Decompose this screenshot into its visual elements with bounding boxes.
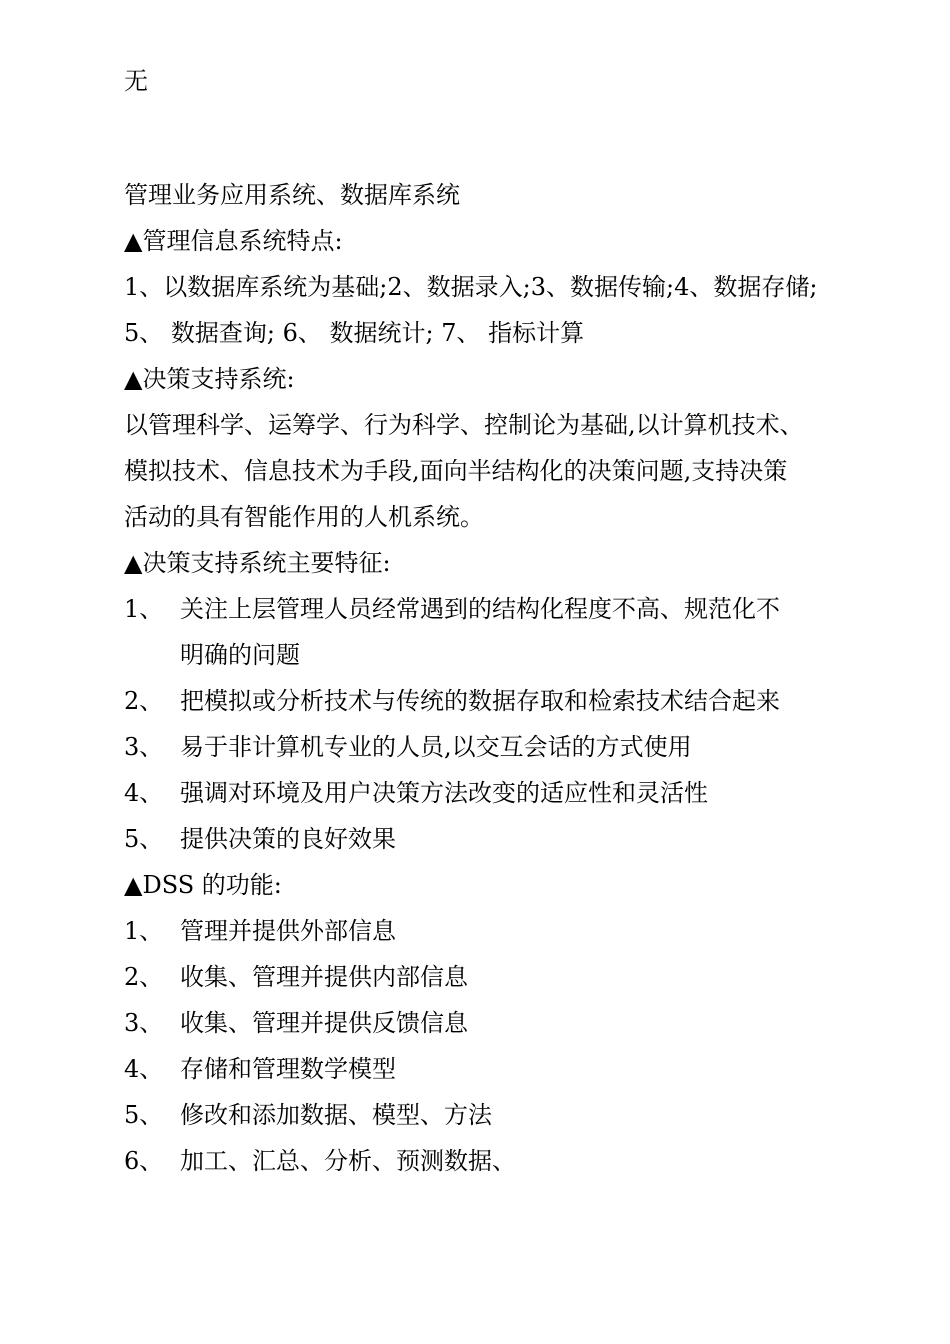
function-item-number: 1、 — [124, 917, 164, 945]
function-item-text: 收集、管理并提供反馈信息 — [180, 1009, 468, 1037]
function-item-5 — [124, 1100, 492, 1130]
systems-line: 管理业务应用系统、数据库系统 — [124, 181, 460, 209]
dss-definition-line-2: 模拟技术、信息技术为手段,面向半结构化的决策问题,支持决策 — [124, 457, 788, 485]
dss-definition-line-3: 活动的具有智能作用的人机系统。 — [124, 503, 484, 531]
feature-item-number: 3、 — [124, 733, 164, 761]
feature-item-text: 关注上层管理人员经常遇到的结构化程度不高、规范化不 — [180, 595, 780, 623]
function-item-number: 5、 — [124, 1101, 164, 1129]
feature-item-text: 易于非计算机专业的人员,以交互会话的方式使用 — [180, 733, 692, 761]
feature-item-4 — [124, 778, 708, 808]
feature-item-text: 提供决策的良好效果 — [180, 825, 396, 853]
function-item-number: 3、 — [124, 1009, 164, 1037]
feature-item-5 — [124, 824, 396, 854]
function-item-2 — [124, 962, 468, 992]
function-item-3 — [124, 1008, 468, 1038]
features-heading: ▲决策支持系统主要特征: — [124, 549, 391, 577]
function-item-1 — [124, 916, 396, 946]
functions-heading: ▲DSS 的功能: — [124, 871, 282, 899]
function-item-text: 收集、管理并提供内部信息 — [180, 963, 468, 991]
feature-item-1 — [124, 594, 780, 624]
dss-heading: ▲决策支持系统: — [124, 365, 295, 393]
feature-item-1-continued: 明确的问题 — [180, 641, 300, 669]
dss-definition-line-1: 以管理科学、运筹学、行为科学、控制论为基础,以计算机技术、 — [124, 411, 804, 439]
function-item-4 — [124, 1054, 396, 1084]
feature-item-3 — [124, 732, 692, 762]
feature-item-2 — [124, 686, 780, 716]
mis-line-1: 1、以数据库系统为基础;2、数据录入;3、数据传输;4、数据存储; — [124, 273, 818, 301]
function-item-text: 管理并提供外部信息 — [180, 917, 396, 945]
function-item-number: 4、 — [124, 1055, 164, 1083]
mis-line-2: 5、 数据查询; 6、 数据统计; 7、 指标计算 — [124, 319, 585, 347]
function-item-text: 加工、汇总、分析、预测数据、 — [180, 1147, 516, 1175]
feature-item-number: 5、 — [124, 825, 164, 853]
function-item-text: 存储和管理数学模型 — [180, 1055, 396, 1083]
feature-item-number: 4、 — [124, 779, 164, 807]
feature-item-text: 强调对环境及用户决策方法改变的适应性和灵活性 — [180, 779, 708, 807]
function-item-number: 2、 — [124, 963, 164, 991]
top-text: 无 — [124, 67, 148, 95]
feature-item-number: 2、 — [124, 687, 164, 715]
function-item-6 — [124, 1146, 516, 1176]
feature-item-text: 把模拟或分析技术与传统的数据存取和检索技术结合起来 — [180, 687, 780, 715]
mis-heading: ▲管理信息系统特点: — [124, 227, 343, 255]
function-item-text: 修改和添加数据、模型、方法 — [180, 1101, 492, 1129]
feature-item-number: 1、 — [124, 595, 164, 623]
function-item-number: 6、 — [124, 1147, 164, 1175]
